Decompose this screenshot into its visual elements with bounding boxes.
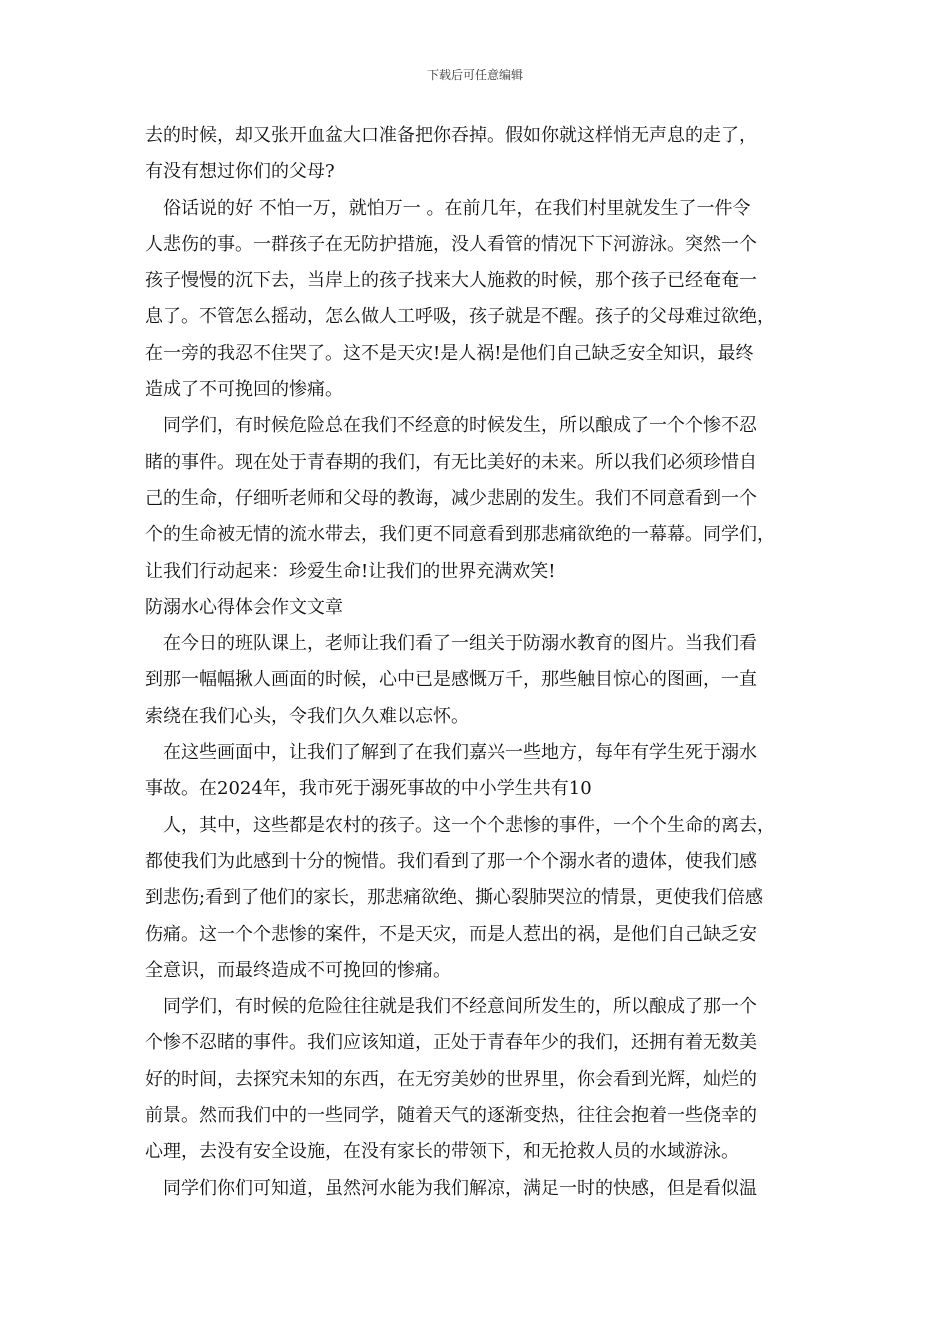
text-line: 息了。不管怎么摇动，怎么做人工呼吸，孩子就是不醒。孩子的父母难过欲绝， [145, 306, 775, 328]
text-line: 同学们，有时候的危险往往就是我们不经意间所发生的，所以酿成了那一个 [145, 996, 757, 1018]
text-line: 都使我们为此感到十分的惋惜。我们看到了那一个个溺水者的遗体，使我们感 [145, 850, 757, 872]
text-line: 到悲伤;看到了他们的家长，那悲痛欲绝、撕心裂肺哭泣的情景，更使我们倍感 [145, 887, 764, 909]
section-heading: 防溺水心得体会作文文章 [145, 596, 343, 618]
text-line: 在今日的班队课上，老师让我们看了一组关于防溺水教育的图片。当我们看 [145, 633, 757, 655]
text-line: 造成了不可挽回的惨痛。 [145, 379, 343, 401]
text-line: 个惨不忍睹的事件。我们应该知道，正处于青春年少的我们，还拥有着无数美 [145, 1032, 757, 1054]
page-header: 下载后可任意编辑 [426, 68, 523, 82]
text-line: 个的生命被无情的流水带去，我们更不同意看到那悲痛欲绝的一幕幕。同学们， [145, 524, 775, 546]
text-line: 好的时间，去探究未知的东西，在无穷美妙的世界里，你会看到光辉，灿烂的 [145, 1068, 757, 1090]
text-line: 人悲伤的事。一群孩子在无防护措施，没人看管的情况下下河游泳。突然一个 [145, 233, 757, 255]
text-line: 同学们你们可知道，虽然河水能为我们解凉，满足一时的快感，但是看似温 [145, 1177, 757, 1199]
text-line: 全意识，而最终造成不可挽回的惨痛。 [145, 959, 451, 981]
text-line: 前景。然而我们中的一些同学，随着天气的逐渐变热，往往会抱着一些侥幸的 [145, 1105, 757, 1127]
body-text [145, 118, 825, 1207]
text-line: 让我们行动起来：珍爱生命!让我们的世界充满欢笑! [145, 560, 556, 582]
text-line: 去的时候，却又张开血盆大口准备把你吞掉。假如你就这样悄无声息的走了， [145, 125, 757, 146]
text-line: 伤痛。这一个个悲惨的案件，不是天灾，而是人惹出的祸，是他们自己缺乏安 [145, 923, 757, 945]
text-line: 索绕在我们心头，令我们久久难以忘怀。 [145, 705, 469, 727]
text-line: 己的生命，仔细听老师和父母的教诲，减少悲剧的发生。我们不同意看到一个 [145, 487, 757, 509]
text-line: 心理，去没有安全设施，在没有家长的带领下，和无抢救人员的水域游泳。 [145, 1141, 739, 1163]
text-line: 同学们，有时候危险总在我们不经意的时候发生，所以酿成了一个个惨不忍 [145, 415, 757, 437]
text-line: 人，其中，这些都是农村的孩子。这一个个悲惨的事件，一个个生命的离去， [145, 814, 775, 836]
text-line: 在这些画面中，让我们了解到了在我们嘉兴一些地方，每年有学生死于溺水 [145, 742, 757, 764]
text-line: 在一旁的我忍不住哭了。这不是天灾!是人祸!是他们自己缺乏安全知识，最终 [145, 342, 754, 364]
text-line: 睹的事件。现在处于青春期的我们，有无比美好的未来。所以我们必须珍惜自 [145, 451, 757, 473]
text-line: 孩子慢慢的沉下去，当岸上的孩子找来大人施救的时候，那个孩子已经奄奄一 [145, 270, 757, 292]
text-line: 俗话说的好 不怕一万，就怕万一 。在前几年，在我们村里就发生了一件令 [145, 197, 751, 219]
text-line: 有没有想过你们的父母? [145, 161, 335, 183]
text-line: 事故。在2024年，我市死于溺死事故的中小学生共有10 [145, 778, 592, 800]
text-line: 到那一幅幅揪人画面的时候，心中已是感慨万千，那些触目惊心的图画，一直 [145, 669, 757, 691]
